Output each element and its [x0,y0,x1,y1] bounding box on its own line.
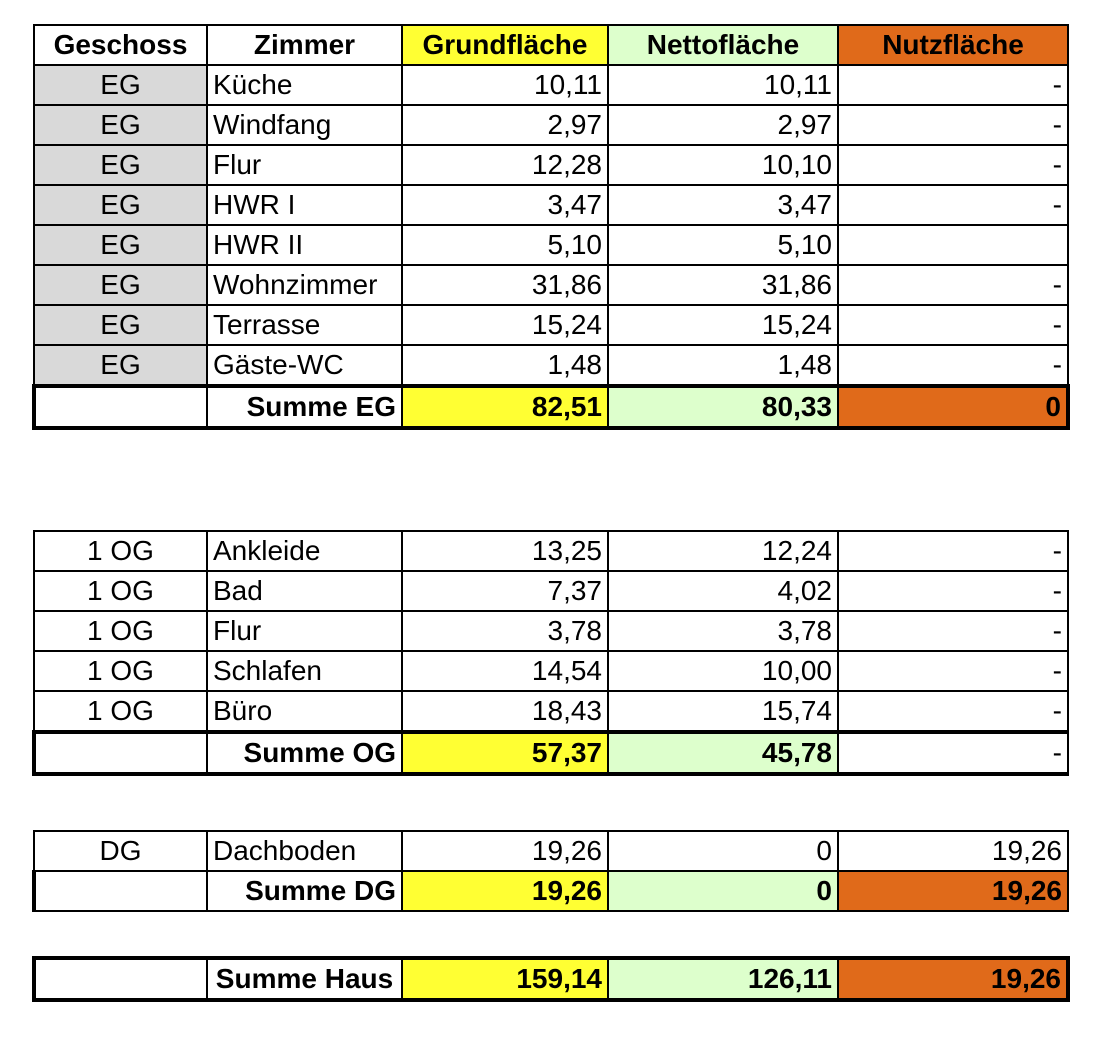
sum-grundflaeche: 19,26 [402,871,608,911]
table-row [34,345,1068,386]
table-dg [32,830,1069,912]
row-nettoflaeche: 3,47 [608,185,838,225]
table-row [34,185,1068,225]
row-geschoss: EG [34,145,207,185]
sum-grundflaeche: 57,37 [402,732,608,774]
table-row [34,225,1068,265]
sum-row-haus [34,958,1068,1000]
header-zimmer: Zimmer [207,25,402,65]
table-og [32,530,1069,776]
row-nettoflaeche: 0 [608,831,838,871]
row-zimmer: Terrasse [207,305,402,345]
sum-spacer [34,958,207,1000]
row-geschoss: 1 OG [34,611,207,651]
row-nutzflaeche: - [838,65,1068,105]
table-row [34,691,1068,732]
row-zimmer: Schlafen [207,651,402,691]
row-nutzflaeche: - [838,531,1068,571]
row-zimmer: Büro [207,691,402,732]
sum-label: Summe Haus [207,958,402,1000]
row-geschoss: 1 OG [34,571,207,611]
row-grundflaeche: 1,48 [402,345,608,386]
row-nutzflaeche: - [838,185,1068,225]
row-zimmer: Flur [207,611,402,651]
row-nettoflaeche: 15,24 [608,305,838,345]
row-nettoflaeche: 2,97 [608,105,838,145]
header-grundflaeche: Grundfläche [402,25,608,65]
row-zimmer: Gäste-WC [207,345,402,386]
row-zimmer: Dachboden [207,831,402,871]
row-geschoss: EG [34,305,207,345]
row-nutzflaeche: 19,26 [838,831,1068,871]
row-nettoflaeche: 10,10 [608,145,838,185]
row-nutzflaeche: - [838,305,1068,345]
row-nutzflaeche: - [838,105,1068,145]
header-row [34,25,1068,65]
row-nettoflaeche: 4,02 [608,571,838,611]
sum-nettoflaeche: 126,11 [608,958,838,1000]
row-grundflaeche: 5,10 [402,225,608,265]
row-grundflaeche: 15,24 [402,305,608,345]
row-nettoflaeche: 10,11 [608,65,838,105]
row-grundflaeche: 31,86 [402,265,608,305]
sum-spacer [34,386,207,428]
row-nutzflaeche: - [838,691,1068,732]
row-geschoss: EG [34,105,207,145]
row-grundflaeche: 14,54 [402,651,608,691]
sum-row-dg [34,871,1068,911]
row-grundflaeche: 12,28 [402,145,608,185]
row-nutzflaeche: - [838,571,1068,611]
header-geschoss: Geschoss [34,25,207,65]
header-nutzflaeche: Nutzfläche [838,25,1068,65]
row-nettoflaeche: 5,10 [608,225,838,265]
table-row [34,265,1068,305]
row-nutzflaeche: - [838,145,1068,185]
table-eg [32,24,1070,430]
sum-label: Summe EG [207,386,402,428]
table-row [34,831,1068,871]
row-geschoss: 1 OG [34,691,207,732]
table-row [34,305,1068,345]
row-zimmer: HWR II [207,225,402,265]
sum-nutzflaeche: 19,26 [838,871,1068,911]
row-geschoss: EG [34,185,207,225]
sum-nettoflaeche: 45,78 [608,732,838,774]
table-row [34,65,1068,105]
table-row [34,611,1068,651]
row-zimmer: Ankleide [207,531,402,571]
table-row [34,145,1068,185]
row-nettoflaeche: 10,00 [608,651,838,691]
row-nutzflaeche: - [838,651,1068,691]
row-nutzflaeche: - [838,345,1068,386]
sum-nettoflaeche: 80,33 [608,386,838,428]
table-row [34,571,1068,611]
row-nettoflaeche: 1,48 [608,345,838,386]
sum-grundflaeche: 82,51 [402,386,608,428]
row-zimmer: Wohnzimmer [207,265,402,305]
row-grundflaeche: 3,78 [402,611,608,651]
row-nettoflaeche: 12,24 [608,531,838,571]
row-nettoflaeche: 31,86 [608,265,838,305]
sum-row-og [34,732,1068,774]
table-row [34,105,1068,145]
header-nettoflaeche: Nettofläche [608,25,838,65]
row-nettoflaeche: 3,78 [608,611,838,651]
row-geschoss: EG [34,265,207,305]
sum-spacer [34,732,207,774]
row-zimmer: Flur [207,145,402,185]
sum-row-eg [34,386,1068,428]
sum-nutzflaeche: 0 [838,386,1068,428]
row-zimmer: Küche [207,65,402,105]
row-nutzflaeche: - [838,611,1068,651]
row-nettoflaeche: 15,74 [608,691,838,732]
row-zimmer: Windfang [207,105,402,145]
row-grundflaeche: 2,97 [402,105,608,145]
sum-grundflaeche: 159,14 [402,958,608,1000]
sum-spacer [34,871,207,911]
sum-nutzflaeche: 19,26 [838,958,1068,1000]
table-row [34,531,1068,571]
row-geschoss: EG [34,225,207,265]
row-geschoss: EG [34,65,207,105]
row-zimmer: HWR I [207,185,402,225]
row-grundflaeche: 3,47 [402,185,608,225]
row-grundflaeche: 18,43 [402,691,608,732]
row-nutzflaeche: - [838,265,1068,305]
table-haus [32,956,1070,1002]
row-geschoss: 1 OG [34,531,207,571]
row-grundflaeche: 19,26 [402,831,608,871]
row-grundflaeche: 13,25 [402,531,608,571]
row-geschoss: 1 OG [34,651,207,691]
table-row [34,651,1068,691]
row-grundflaeche: 10,11 [402,65,608,105]
sum-nettoflaeche: 0 [608,871,838,911]
sum-label: Summe DG [207,871,402,911]
row-geschoss: EG [34,345,207,386]
row-geschoss: DG [34,831,207,871]
row-nutzflaeche [838,225,1068,265]
row-grundflaeche: 7,37 [402,571,608,611]
row-zimmer: Bad [207,571,402,611]
sum-nutzflaeche: - [838,732,1068,774]
sum-label: Summe OG [207,732,402,774]
